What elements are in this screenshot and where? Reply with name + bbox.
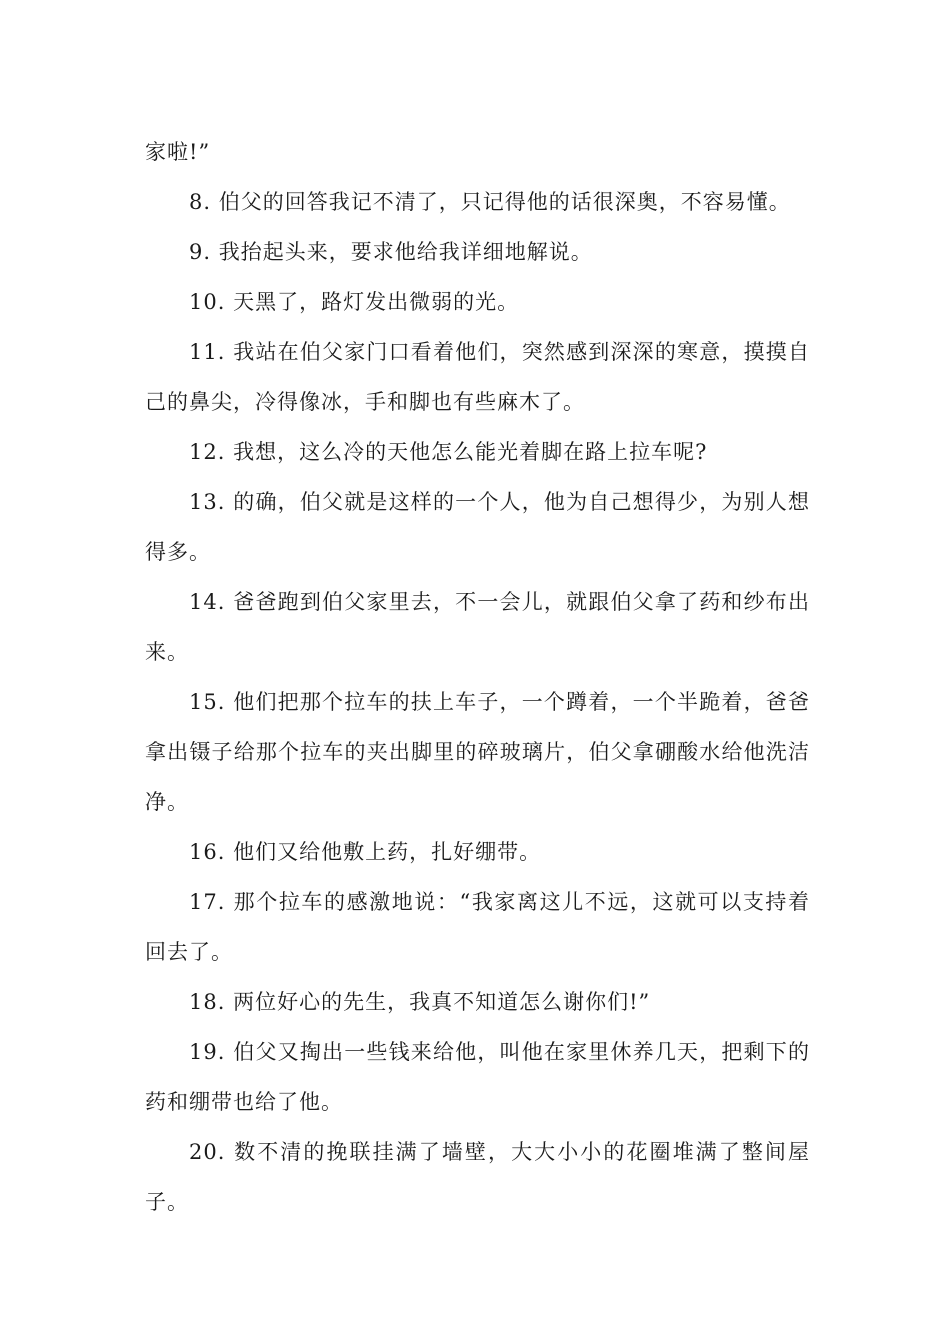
paragraph-19: 19. 伯父又掏出一些钱来给他，叫他在家里休养几天，把剩下的药和绷带也给了他。 [145,1040,810,1114]
paragraph-20: 20. 数不清的挽联挂满了墙壁，大大小小的花圈堆满了整间屋子。 [145,1140,810,1214]
paragraph-14: 14. 爸爸跑到伯父家里去，不一会儿，就跟伯父拿了药和纱布出来。 [145,590,810,664]
paragraph-12: 12. 我想，这么冷的天他怎么能光着脚在路上拉车呢? [189,440,708,464]
paragraph-8: 8. 伯父的回答我记不清了，只记得他的话很深奥，不容易懂。 [189,190,791,214]
paragraph-18: 18. 两位好心的先生，我真不知道怎么谢你们!” [189,990,651,1014]
paragraph-16: 16. 他们又给他敷上药，扎好绷带。 [189,840,542,864]
paragraph-17: 17. 那个拉车的感激地说：“我家离这儿不远，这就可以支持着回去了。 [145,890,810,964]
paragraph-15: 15. 他们把那个拉车的扶上车子，一个蹲着，一个半跪着，爸爸拿出镊子给那个拉车的夹出脚里的碎玻璃片，伯父拿硼酸水给他洗洁净。 [145,690,810,814]
paragraph-10: 10. 天黑了，路灯发出微弱的光。 [189,290,520,314]
paragraph-9: 9. 我抬起头来，要求他给我详细地解说。 [189,240,593,264]
document-body [145,127,810,1227]
paragraph-11: 11. 我站在伯父家门口看着他们，突然感到深深的寒意，摸摸自己的鼻尖，冷得像冰，手和脚也有些麻木了。 [145,340,810,414]
paragraph-continuation: 家啦!” [145,140,211,164]
paragraph-13: 13. 的确，伯父就是这样的一个人，他为自己想得少，为别人想得多。 [145,490,810,564]
